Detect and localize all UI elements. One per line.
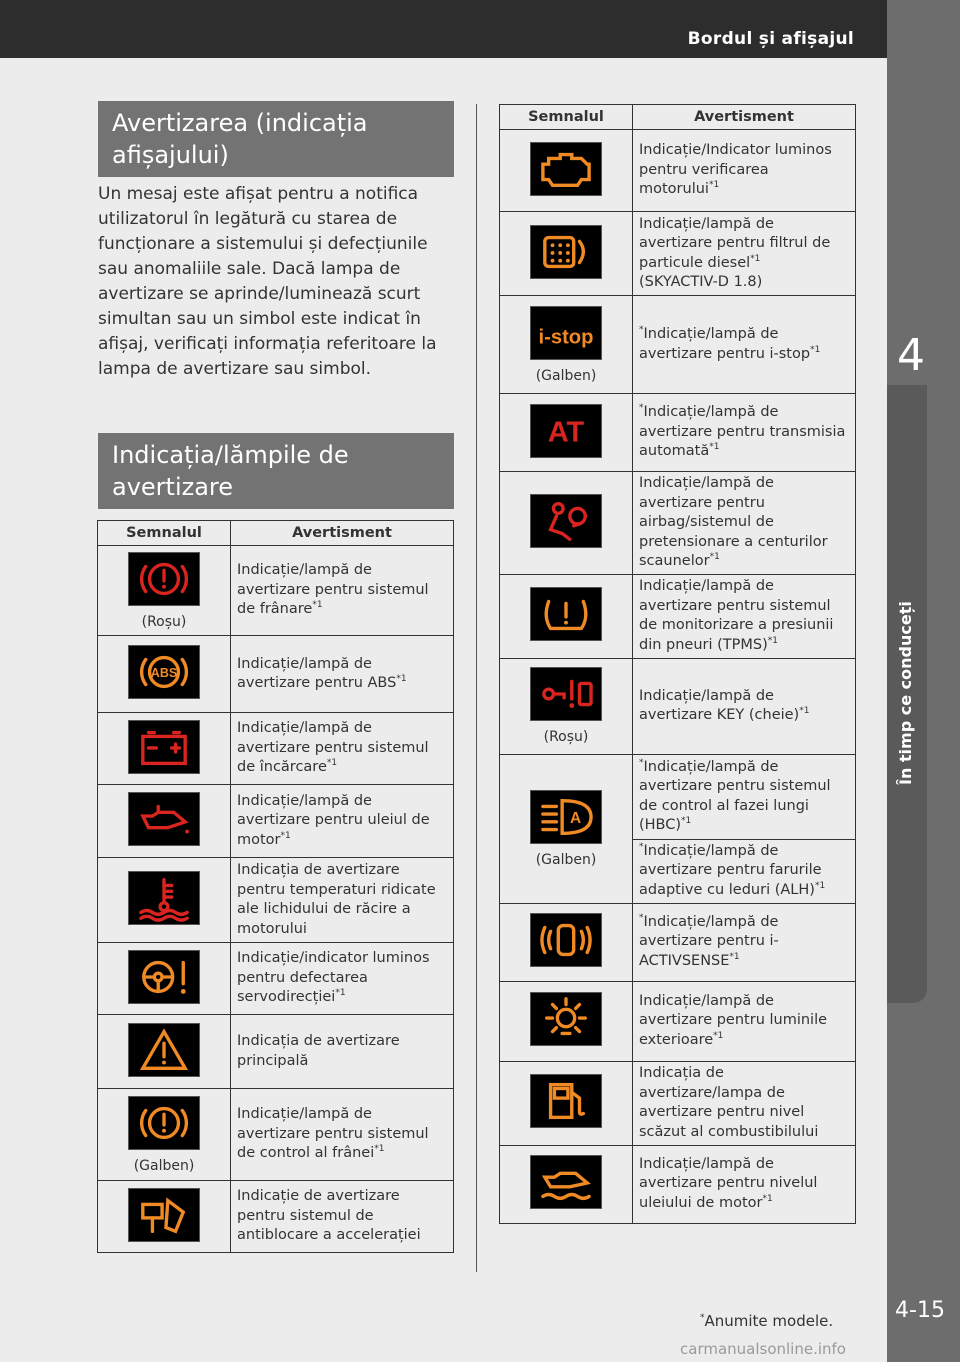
warning-text: Indicație/Indicator luminos pentru verificarea motorului: [639, 142, 832, 198]
signal-cell: [500, 981, 633, 1061]
warning-text: Indicație/lampă de avertizare pentru uleiul de motor: [237, 792, 430, 848]
table-row: [500, 394, 856, 472]
lamp-color-note: (Galben): [535, 851, 597, 868]
table-row: [98, 713, 454, 785]
low-fuel-icon: [530, 1074, 602, 1128]
coolant-temp-icon: [128, 871, 200, 925]
signal-cell: [500, 1145, 633, 1223]
warning-description: [231, 858, 454, 943]
warning-text: Indicație/lampă de avertizare pentru transmisia automată: [639, 404, 846, 460]
column-header-signal: Semnalul: [98, 521, 231, 546]
warning-text: Indicație/indicator luminos pentru defectarea servodirecției: [237, 950, 430, 1006]
warning-text: Indicație/lampă de avertizare pentru i-ACTIVSENSE: [639, 913, 779, 969]
abs-icon: [128, 645, 200, 699]
table-row: [500, 658, 856, 754]
signal-cell: [500, 1061, 633, 1145]
warning-text: Indicație/lampă de avertizare pentru sistemul de încărcare: [237, 720, 429, 776]
table-row: [500, 574, 856, 658]
i-activsense-icon: [530, 913, 602, 967]
table-row: [98, 546, 454, 636]
intro-paragraph: Un mesaj este afișat pentru a notifica utilizatorul în legătură cu starea de funcționare a sistemului și defecțiunile sau anomaliile sale. Dacă lampa de avertizare se aprinde/luminează scurt simultan sau un simbol este indicat în afișaj, verificați informația referitoare la lampa de avertizare sau simbol.: [98, 184, 437, 379]
warning-text: Indicație/lampă de avertizare pentru airbag/sistemul de pretensionare a centurilor scaunelor: [639, 475, 828, 569]
table-row: [500, 296, 856, 394]
svg-text:ABS: ABS: [150, 665, 178, 680]
warning-text: Indicație/lampă de avertizare pentru filtrul de particule diesel: [639, 215, 831, 271]
chapter-number: 4: [897, 330, 925, 381]
table-row: [98, 943, 454, 1015]
tpms-icon: [530, 587, 602, 641]
table-row: [500, 754, 856, 839]
signal-cell: [98, 858, 231, 943]
warning-text: Indicație/lampă de avertizare pentru ABS: [237, 655, 397, 691]
warning-description: [633, 658, 856, 754]
signal-cell: [98, 943, 231, 1015]
signal-cell: [500, 574, 633, 658]
brake-control-icon: [128, 1096, 200, 1150]
footnote-mark: *: [700, 1313, 705, 1323]
warning-description: [633, 981, 856, 1061]
signal-cell: [98, 636, 231, 713]
airbag-icon: [530, 494, 602, 548]
particulate-filter-icon: [530, 225, 602, 279]
warning-description: [633, 296, 856, 394]
signal-cell: [500, 296, 633, 394]
table-row: [98, 1015, 454, 1089]
check-engine-icon: [530, 142, 602, 196]
warning-description: [633, 1145, 856, 1223]
footnote-text: Anumite modele.: [704, 1312, 834, 1330]
svg-text:i-stop: i-stop: [538, 326, 594, 349]
footnote-ref: *1: [810, 344, 821, 355]
section-heading-indicators: Indicația/lămpile de avertizare: [98, 433, 454, 509]
hbc-icon: [530, 790, 602, 844]
footnote-ref: *1: [708, 180, 720, 191]
header-bar: [0, 0, 960, 58]
warning-description: [231, 636, 454, 713]
warning-description: [231, 1015, 454, 1089]
lamp-color-note: (Roșu): [543, 729, 589, 745]
svg-text:A: A: [570, 809, 582, 827]
warning-description: [633, 754, 856, 839]
warning-description: [633, 903, 856, 981]
footnote: [700, 1312, 833, 1330]
steering-warning-icon: [128, 950, 200, 1004]
footnote-ref: *1: [312, 600, 323, 611]
signal-cell: [98, 713, 231, 785]
footnote-ref: *1: [709, 552, 720, 563]
oil-level-icon: [530, 1155, 602, 1209]
warning-description: [231, 785, 454, 858]
footnote-ref: *1: [799, 706, 810, 717]
signal-cell: [98, 1015, 231, 1089]
signal-cell: [500, 212, 633, 296]
section-heading-warning-display: Avertizarea (indicația afișajului): [98, 101, 454, 177]
footnote-ref: *1: [709, 442, 720, 453]
signal-cell: [500, 658, 633, 754]
warning-text: Indicație/lampă de avertizare pentru sistemul de control al fazei lungi (HBC): [639, 758, 831, 833]
footnote-ref: *1: [762, 1193, 773, 1204]
footnote-marker: *: [639, 912, 644, 923]
footnote-ref: *1: [280, 830, 291, 841]
column-header-warning: Avertisment: [633, 105, 856, 130]
engine-variant-note: (SKYACTIV-D 1.8): [639, 274, 763, 290]
warning-description: [633, 212, 856, 296]
footnote-ref: *1: [396, 674, 407, 685]
column-header-signal: Semnalul: [500, 105, 633, 130]
table-row: [500, 903, 856, 981]
at-transmission-icon: [530, 404, 602, 458]
footnote-ref: *1: [326, 758, 338, 769]
table-row: [98, 858, 454, 943]
chapter-label: În timp ce conduceți: [896, 601, 915, 785]
footnote-ref: *1: [681, 816, 692, 827]
footnote-marker: *: [639, 325, 644, 336]
signal-cell: [500, 903, 633, 981]
watermark: carmanualsonline.info: [680, 1340, 846, 1358]
warning-description: [633, 1061, 856, 1145]
exterior-light-icon: [530, 992, 602, 1046]
svg-text:AT: AT: [547, 416, 585, 449]
i-stop-icon: [530, 306, 602, 360]
signal-cell: [500, 472, 633, 575]
warning-text: Indicația de avertizare pentru temperaturi ridicate ale lichidului de răcire a motorului: [237, 862, 436, 937]
warning-description: [633, 472, 856, 575]
footnote-ref: *1: [335, 988, 346, 999]
key-warning-icon: [530, 667, 602, 721]
table-row: [500, 1061, 856, 1145]
warning-text: Indicație/lampă de avertizare pentru nivelul uleiului de motor: [639, 1155, 818, 1211]
footnote-marker: *: [639, 757, 644, 768]
column-divider: [476, 104, 477, 1272]
warning-description: [231, 943, 454, 1015]
table-row: [500, 212, 856, 296]
table-row: [98, 1089, 454, 1181]
warning-description: [231, 1089, 454, 1181]
warning-description: [633, 130, 856, 212]
warning-description: [633, 839, 856, 903]
signal-cell: [98, 1181, 231, 1253]
signal-cell: [500, 394, 633, 472]
warning-text: Indicație/lampă de avertizare pentru farurile adaptive cu leduri (ALH): [639, 842, 822, 898]
table-row: [98, 636, 454, 713]
warning-description: [633, 574, 856, 658]
warning-description: [633, 394, 856, 472]
table-row: [500, 1145, 856, 1223]
footnote-ref: *1: [767, 635, 778, 646]
lamp-color-note: (Galben): [535, 367, 597, 384]
footnote-ref: *1: [729, 951, 740, 962]
warning-table-right: [499, 104, 856, 1224]
pedal-lock-icon: [128, 1188, 200, 1242]
page-number: 4-15: [895, 1298, 945, 1323]
footnote-ref: *1: [814, 880, 826, 891]
warning-text: Indicație/lampă de avertizare pentru sistemul de control al frânei: [237, 1106, 429, 1162]
brake-warning-icon: [128, 552, 200, 606]
warning-description: [231, 1181, 454, 1253]
column-header-warning: Avertisment: [231, 521, 454, 546]
warning-text: Indicația de avertizare principală: [237, 1033, 400, 1069]
table-row: [98, 1181, 454, 1253]
signal-cell: [500, 754, 633, 903]
warning-table-left: [97, 520, 454, 1253]
table-row: [500, 130, 856, 212]
warning-text: Indicație/lampă de avertizare pentru sistemul de monitorizare a presiunii din pneuri (TPMS): [639, 578, 834, 653]
warning-text: Indicație/lampă de avertizare pentru luminile exterioare: [639, 992, 828, 1048]
master-warning-icon: [128, 1023, 200, 1077]
table-row: [500, 981, 856, 1061]
warning-text: Indicație de avertizare pentru sistemul de antiblocare a accelerației: [237, 1188, 421, 1244]
warning-text: Indicație/lampă de avertizare pentru sistemul de frânare: [237, 562, 429, 618]
lamp-color-note: (Roșu): [141, 613, 187, 630]
signal-cell: [500, 130, 633, 212]
table-row: [98, 785, 454, 858]
section-header-title: Bordul și afișajul: [687, 29, 854, 49]
footnote-ref: *1: [374, 1144, 385, 1155]
signal-cell: [98, 785, 231, 858]
footnote-ref: *1: [713, 1030, 724, 1041]
warning-description: [231, 546, 454, 636]
warning-description: [231, 713, 454, 785]
table-row: [500, 472, 856, 575]
warning-text: Indicația de avertizare/lampa de avertizare pentru nivel scăzut al combustibilului: [639, 1065, 819, 1140]
signal-cell: [98, 546, 231, 636]
signal-cell: [98, 1089, 231, 1181]
oil-can-icon: [128, 792, 200, 846]
footnote-ref: *1: [750, 253, 761, 264]
warning-text: Indicație/lampă de avertizare pentru i-stop: [639, 326, 811, 362]
footnote-marker: *: [639, 841, 644, 852]
battery-icon: [128, 720, 200, 774]
lamp-color-note: (Galben): [133, 1157, 195, 1174]
warning-text: Indicație/lampă de avertizare KEY (cheie): [639, 687, 800, 723]
footnote-marker: *: [639, 403, 644, 414]
